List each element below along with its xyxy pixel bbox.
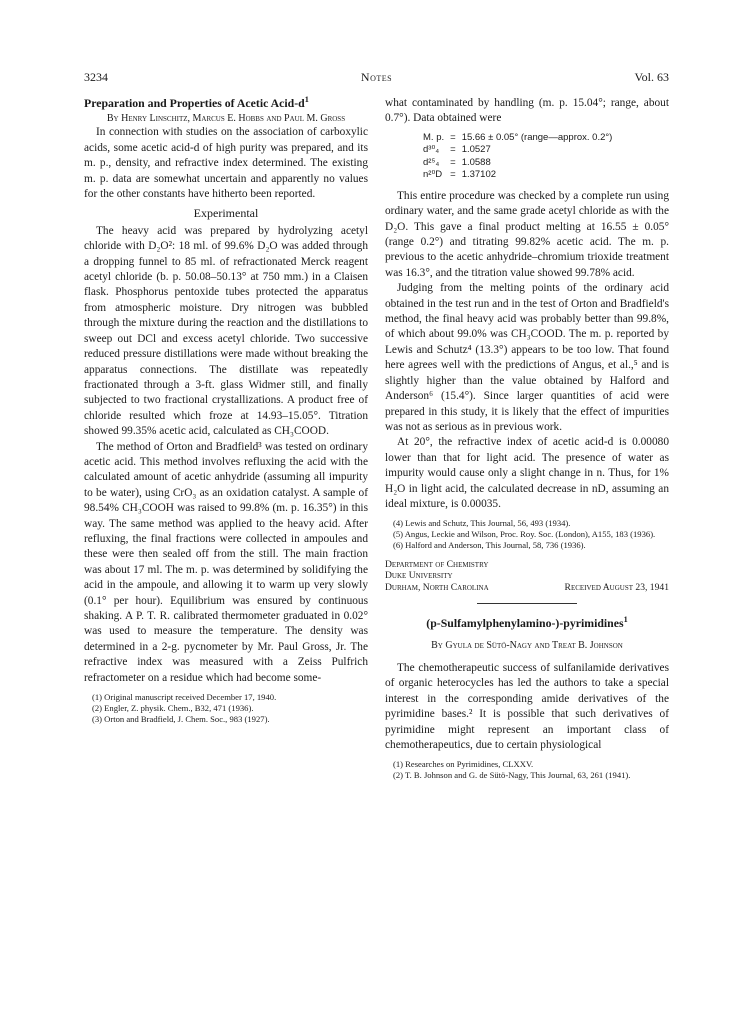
address-line: Duke University: [385, 570, 453, 582]
refractive-index-paragraph: At 20°, the refractive index of acetic acid-d is 0.00080 lower than that for light acid. The presence of water as impurity would cause only a slight change in n. Thus, for 1% H₂O in light acid, the calculated decrease in nD, assuming an ideal mixture, is 0.00035.: [385, 436, 669, 510]
footnote: (5) Angus, Leckie and Wilson, Proc. Roy. Soc. (London), A155, 183 (1936).: [393, 529, 656, 540]
table-row: d³⁰₄ = 1.0527: [423, 144, 491, 156]
left-column: [84, 96, 368, 724]
judging-paragraph: Judging from the melting points of the ordinary acid obtained in the test run and in the test of Orton and Bradfield's method, the final heavy acid was probably better than 99.8%, of which about 99.0% was CH₃COOD. The m. p. reported by Lewis and Schutz⁴ (13.3°) appears to be too low. That found here agrees well with the predictions of Angus, et al.,⁵ and is slightly higher than the value obtained by Halford and Anderson⁶ (15.4°). Since larger quantities of acid were prepared in this study, it is likely that the effect of impurities was not as serious as in previous work.: [385, 282, 669, 433]
article-title: Preparation and Properties of Acetic Acid-$d^1$: [84, 95, 309, 110]
table-row: n²⁰D = 1.37102: [423, 169, 497, 181]
right-column: [385, 96, 669, 781]
table-row: M. p. = 15.66 ± 0.05° (range—approx. 0.2°): [423, 131, 613, 143]
section-heading: Experimental: [193, 206, 259, 221]
footnote: (3) Orton and Bradfield, J. Chem. Soc., 983 (1927).: [92, 713, 270, 724]
page-header: [84, 70, 669, 86]
intro-paragraph: In connection with studies on the association of carboxylic acids, some acetic acid-d of high purity was prepared, and its m. p., density, and refractive index determined. The existing m. p. data are somewhat uncertain and apparently no values for the other constants have hitherto been reported.: [84, 126, 368, 201]
footnote: (1) Researches on Pyrimidines, CLXXV.: [393, 759, 534, 770]
author-address: [385, 559, 669, 594]
footnotes-left: [84, 692, 368, 724]
article-divider: [477, 603, 577, 604]
article-byline: By Gyula de Sütö-Nagy and Treat B. Johnson: [431, 639, 623, 651]
footnote: (2) Engler, Z. physik. Chem., B32, 471 (1936).: [92, 702, 254, 713]
experimental-paragraph-1: The heavy acid was prepared by hydrolyzing acetyl chloride with D₂O²: 18 ml. of 99.6% D₂O was added through a dropping funnel to 85 ml. of refractionated Merck reagent acetyl chloride (b. p. 50.08–50.13° at 750 mm.) in a Claisen flask. Phosphorus pentoxide tubes protected the apparatus from atmospheric moisture. Dry nitrogen was bubbled through the mixture during the reaction and the distillations to sweep out DCl and excess acetyl chloride. Two successive reduced pressure distillations were made without breaking the apparatus connections. The distillate was repeatedly fractionated through a 3-ft. glass Widmer still, and finally subjected to two fractional crystallizations. A product free of chloride resulted which froze at 14.93–15.05°. Titration showed 99.35% acetic acid, calculated as CH₃COOD.: [84, 224, 368, 438]
footnotes-right: [385, 518, 669, 550]
article-title: (p-Sulfamylphenylamino-)-pyrimidines$^1$: [426, 615, 628, 631]
address-line: Department of Chemistry: [385, 558, 489, 570]
article2-paragraph-1: The chemotherapeutic success of sulfanilamide derivatives of organic heterocycles has led the authors to take a special interest in the corresponding amide derivatives of the pyrimidine bases.² It is possible that such derivatives of pyrimidine might represent an important class of chemotherapeutics, due to certain physiological: [385, 662, 669, 752]
footnotes-article2: [385, 759, 669, 781]
volume-label: Vol. 63: [634, 70, 669, 84]
procedure-check-paragraph: This entire procedure was checked by a complete run using ordinary water, and the same grade acetyl chloride as with the D₂O. This gave a final product melting at 16.55 ± 0.05° (range 0.2°) and titrating 99.82% acetic acid. The m. p. previous to the acetic anhydride–chromium trioxide treatment was 16.3°, and the titration value showed 99.78% acid.: [385, 189, 669, 279]
footnote: (2) T. B. Johnson and G. de Sütö-Nagy, This Journal, 63, 261 (1941).: [393, 770, 631, 781]
received-date: Received August 23, 1941: [564, 581, 669, 593]
article-byline: By Henry Linschitz, Marcus E. Hobbs and Paul M. Gross: [106, 113, 346, 125]
address-line: Durham, North Carolina Received August 23, 1941: [385, 581, 669, 593]
experimental-paragraph-2: The method of Orton and Bradfield³ was tested on ordinary acetic acid. This method involves refluxing the acid with the calculated amount of acetic anhydride (assuming all impurity to be water), using CrO₃ as an oxidation catalyst. A sample of 98.54% CH₃COOH was raised to 99.8% (m. p. 16.35°) in this way. The same method was applied to the heavy acid. After refluxing, the final fractions were collected in ampoules and these were then sealed off from the still. The main fraction was about 17 ml. The m. p. was determined by solidifying the acid in the ampoule, and allowing it to warm up very slowly (0.1° per hour). Equilibrium was ensured by continuous shaking. A P. T. R. calibrated thermometer graduated in 0.02° was used to measure the temperature. The density was determined in a 2-g. pycnometer by Mr. Paul Gross, Jr. The refractive index was measured with a Zeiss Pulfrich refractometer on a residue which had become some-: [84, 440, 368, 684]
table-row: d²⁵₄ = 1.0588: [423, 156, 491, 168]
running-head: Notes: [360, 70, 393, 84]
continued-paragraph: what contaminated by handling (m. p. 15.04°; range, about 0.7°). Data obtained were: [385, 97, 669, 125]
page-number: 3234: [84, 70, 108, 84]
footnote: (1) Original manuscript received December 17, 1940.: [92, 692, 277, 703]
data-table: [421, 131, 618, 183]
footnote: (6) Halford and Anderson, This Journal, 58, 736 (1936).: [393, 539, 586, 550]
footnote: (4) Lewis and Schutz, This Journal, 56, 493 (1934).: [393, 518, 571, 529]
